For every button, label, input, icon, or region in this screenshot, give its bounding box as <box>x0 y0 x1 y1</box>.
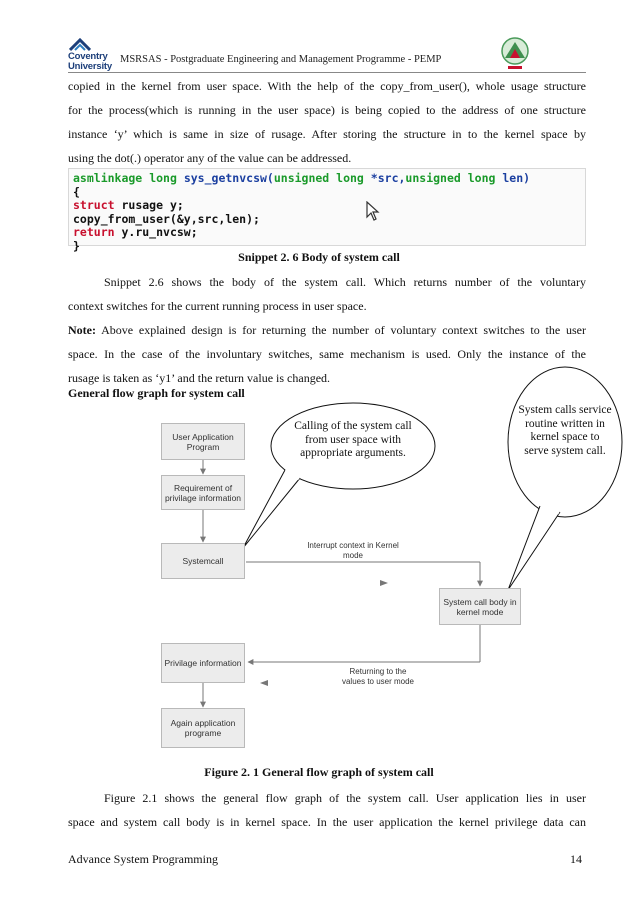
flow-box-kernel-body: System call body in kernel mode <box>439 588 521 625</box>
footer-page-number: 14 <box>570 852 582 866</box>
header-title: MSRSAS - Postgraduate Engineering and Management Programme - PEMP <box>120 54 442 65</box>
bubble-right-text: System calls service routine written in kernel space to serve system call. <box>518 404 612 457</box>
code-token: struct <box>73 198 115 212</box>
note-line: space. In the case of the involuntary switches, same mechanism is used. Only the instance of the <box>68 347 586 361</box>
flow-label-returning: Returning to the values to user mode <box>341 667 415 686</box>
code-line-2: { <box>73 184 80 199</box>
snippet-caption: Snippet 2. 6 Body of system call <box>238 250 400 264</box>
figure-line: space and system call body is in kernel space. In the user application the kernel privilege data can <box>68 815 586 829</box>
code-token: sys_getnvcsw( <box>183 171 274 185</box>
flow-box-privilege-information: Privilage information <box>161 643 245 683</box>
code-token: unsigned long <box>273 171 364 185</box>
code-token: asmlinkage <box>73 171 143 185</box>
bubble-left-text: Calling of the system call from user space with appropriate arguments. <box>294 420 412 459</box>
code-token: y.ru_nvcsw; <box>121 225 198 239</box>
figure-caption: Figure 2. 1 General flow graph of system call <box>204 765 434 779</box>
small-arrow-left-icon <box>260 680 268 686</box>
logo-word-university: University <box>68 61 112 72</box>
figure-paragraph <box>68 786 586 834</box>
speech-bubble-left-tail <box>243 470 300 548</box>
code-token: long <box>149 171 177 185</box>
code-token: len) <box>502 171 531 185</box>
logo-word-coventry: Coventry <box>68 51 108 62</box>
code-token: unsigned long <box>405 171 496 185</box>
section-heading: General flow graph for system call <box>68 386 245 400</box>
flow-box-requirement: Requirement of privilage information <box>161 475 245 510</box>
note-label: Note: <box>68 323 96 337</box>
note-line: rusage is taken as ‘y1’ and the return value is changed. <box>68 371 331 385</box>
intro-line: instance ‘y’ which is same in size of rusage. After storing the structure in to the kernel space by <box>68 127 586 141</box>
flow-box-user-application: User Application Program <box>161 423 245 460</box>
code-line-4: copy_from_user(&y,src,len); <box>73 211 260 226</box>
flow-box-again-application: Again application programe <box>161 708 245 748</box>
snippet-line: Snippet 2.6 shows the body of the system call. Which returns number of the voluntary <box>104 275 586 289</box>
speech-bubble-right-tail <box>508 506 560 590</box>
flow-box-systemcall: Systemcall <box>161 543 245 579</box>
intro-line: copied in the kernel from user space. With the help of the copy_from_user(), whole usage structure <box>68 79 586 93</box>
flow-label-interrupt: Interrupt context in Kernel mode <box>307 541 399 560</box>
code-token: *src, <box>370 171 406 185</box>
intro-line: for the process(which is running in the user space) is being copied to the address of one structure <box>68 103 586 117</box>
figure-line: Figure 2.1 shows the general flow graph of the system call. User application lies in user <box>104 791 586 805</box>
note-text: Above explained design is for returning the number of voluntary context switches to the user <box>95 323 586 337</box>
snippet-line: context switches for the current running process in user space. <box>68 299 367 313</box>
small-arrow-right-icon <box>380 580 388 586</box>
intro-line: using the dot(.) operator any of the value can be addressed. <box>68 151 352 165</box>
code-line-6: } <box>73 238 80 253</box>
code-token: rusage y; <box>121 198 184 212</box>
code-token: return <box>73 225 115 239</box>
footer-course-title: Advance System Programming <box>68 852 218 866</box>
